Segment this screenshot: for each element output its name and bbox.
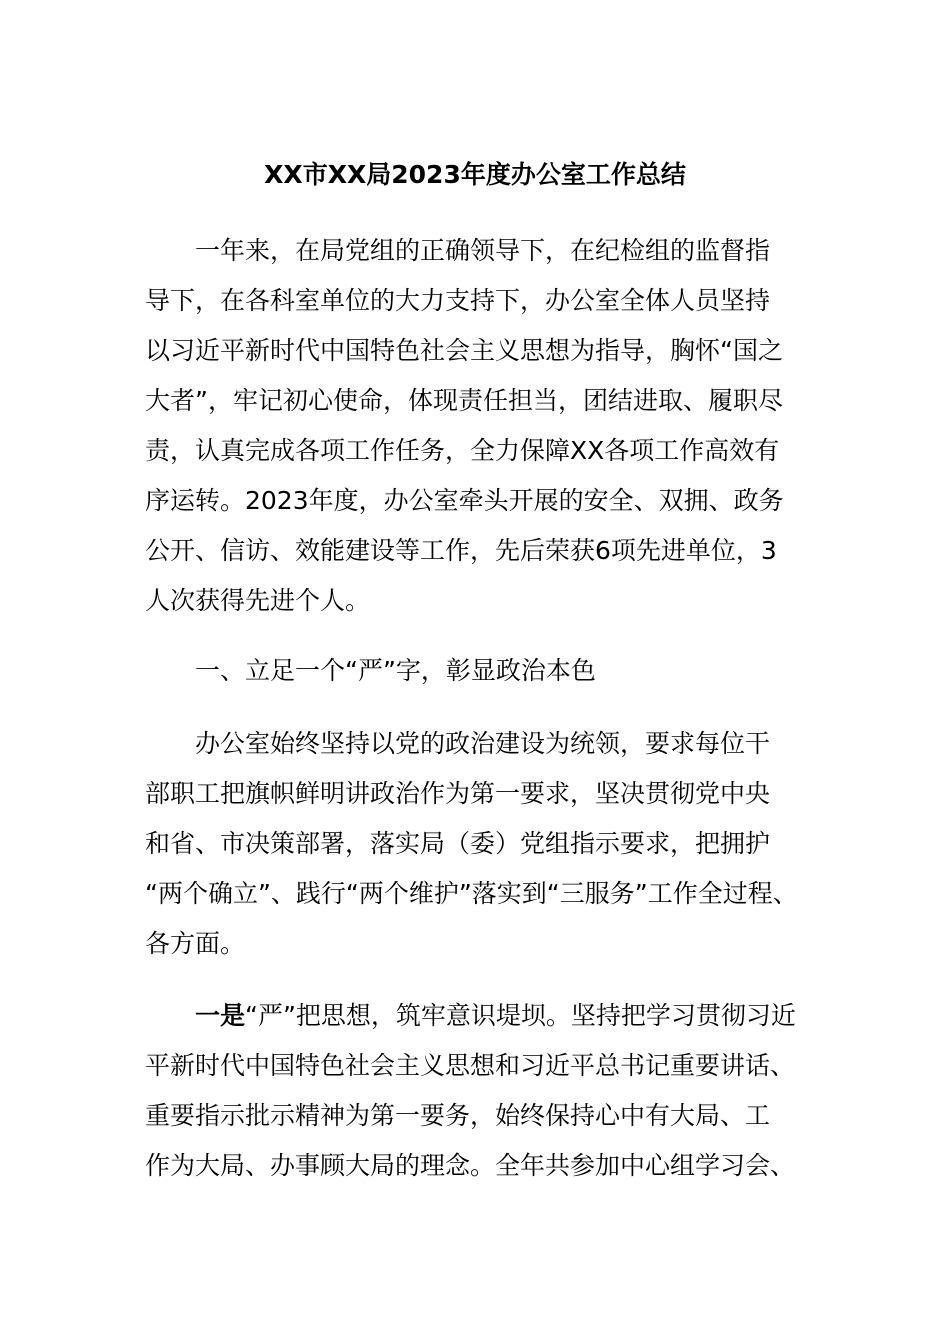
intro-line: 大者”，牢记初心使命，体现责任担当，团结进取、履职尽 — [145, 386, 783, 415]
intro-line: 人次获得先进个人。 — [145, 586, 371, 615]
document-title: XX市XX局2023年度办公室工作总结 — [264, 160, 686, 189]
item-body-line: 重要指示批示精神为第一要务，始终保持心中有大局、工 — [145, 1101, 771, 1130]
item-first-line — [195, 998, 796, 1034]
intro-line: 序运转。2023年度，办公室牵头开展的安全、双拥、政务 — [145, 486, 784, 515]
intro-line: 公开、信访、效能建设等工作，先后荣获6项先进单位，3 — [145, 536, 777, 565]
intro-line: 责，认真完成各项工作任务，全力保障XX各项工作高效有 — [145, 436, 780, 465]
item-body-line: 作为大局、办事顾大局的理念。全年共参加中心组学习会、 — [145, 1151, 796, 1180]
section-body-line: “两个确立”、践行“两个维护”落实到“三服务”工作全过程、 — [145, 879, 798, 908]
item-text: “严”把思想，筑牢意识堤坝。坚持把学习贯彻习近 — [245, 1001, 796, 1030]
item-lead: 一是 — [195, 1001, 246, 1030]
section-body-line: 各方面。 — [145, 929, 246, 958]
intro-line: 一年来，在局党组的正确领导下，在纪检组的监督指 — [195, 236, 771, 265]
intro-line: 导下，在各科室单位的大力支持下，办公室全体人员坚持 — [145, 286, 771, 315]
section-body-line: 部职工把旗帜鲜明讲政治作为第一要求，坚决贯彻党中央 — [145, 779, 771, 808]
section-body-line: 和省、市决策部署，落实局（委）党组指示要求，把拥护 — [145, 829, 771, 858]
item-body-line: 平新时代中国特色社会主义思想和习近平总书记重要讲话、 — [145, 1051, 796, 1080]
section-heading: 一、立足一个“严”字，彰显政治本色 — [195, 656, 596, 685]
intro-line: 以习近平新时代中国特色社会主义思想为指导，胸怀“国之 — [145, 336, 783, 365]
section-body-line: 办公室始终坚持以党的政治建设为统领，要求每位干 — [195, 729, 771, 758]
